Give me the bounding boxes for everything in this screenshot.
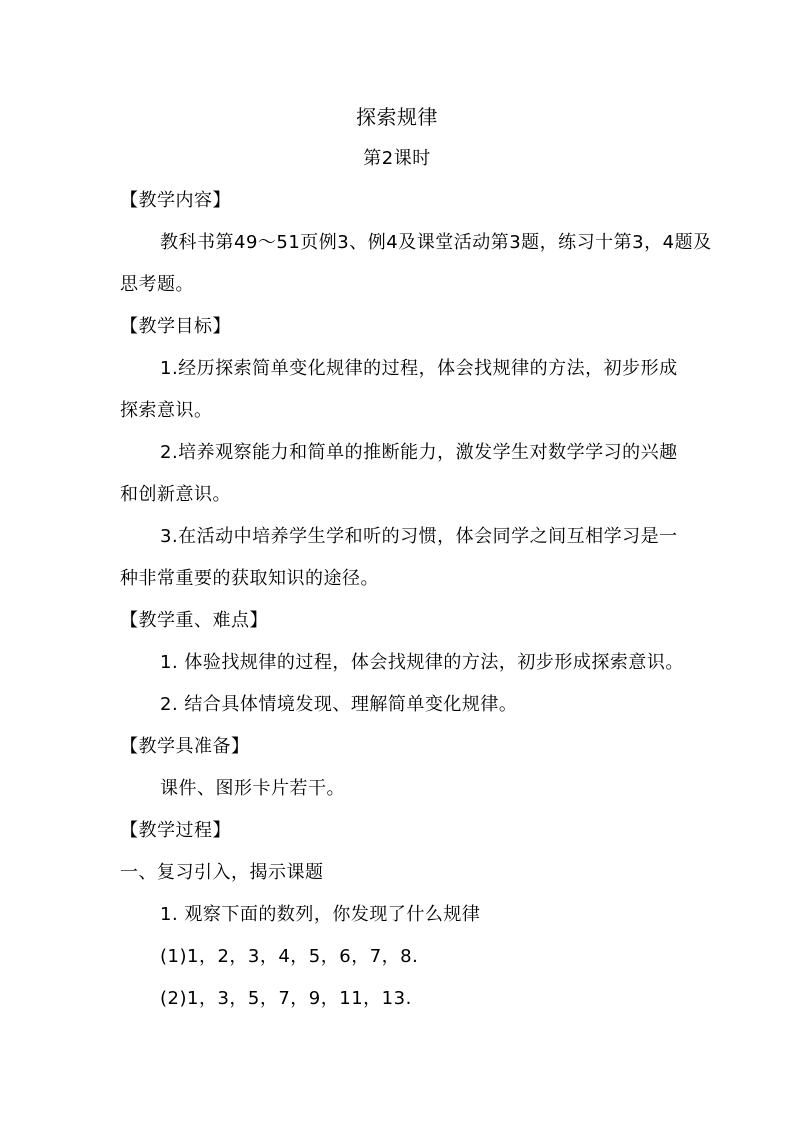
section-heading-key-points: 【教学重、难点】 [120, 610, 268, 631]
goal-2-line-1: 2.培养观察能力和简单的推断能力，激发学生对数学学习的兴趣 [160, 442, 678, 463]
section-heading-content: 【教学内容】 [120, 190, 231, 211]
key-point-2: 2. 结合具体情境发现、理解简单变化规律。 [160, 694, 518, 715]
step-1-heading: 一、复习引入，揭示课题 [120, 862, 324, 883]
goal-3-line-2: 种非常重要的获取知识的途径。 [120, 568, 379, 589]
sequence-2: (2)1，3，5，7，9，11，13. [160, 988, 412, 1009]
section-heading-goals: 【教学目标】 [120, 316, 231, 337]
key-point-1: 1. 体验找规律的过程，体会找规律的方法，初步形成探索意识。 [160, 652, 684, 673]
document-subtitle: 第2课时 [363, 148, 431, 169]
preparation-text: 课件、图形卡片若干。 [160, 778, 345, 799]
goal-1-line-2: 探索意识。 [120, 400, 213, 421]
content-text-line-2: 思考题。 [120, 274, 194, 295]
goal-2-line-2: 和创新意识。 [120, 484, 231, 505]
section-heading-process: 【教学过程】 [120, 820, 231, 841]
document-title: 探索规律 [356, 105, 438, 129]
content-text-line-1: 教科书第49～51页例3、例4及课堂活动第3题，练习十第3，4题及 [160, 232, 712, 253]
goal-3-line-1: 3.在活动中培养学生学和听的习惯，体会同学之间互相学习是一 [160, 526, 678, 547]
goal-1-line-1: 1.经历探索简单变化规律的过程，体会找规律的方法，初步形成 [160, 358, 678, 379]
sequence-1: (1)1，2，3，4，5，6，7，8. [160, 946, 419, 967]
question-1: 1. 观察下面的数列，你发现了什么规律 [160, 904, 481, 925]
section-heading-preparation: 【教学具准备】 [120, 736, 250, 757]
